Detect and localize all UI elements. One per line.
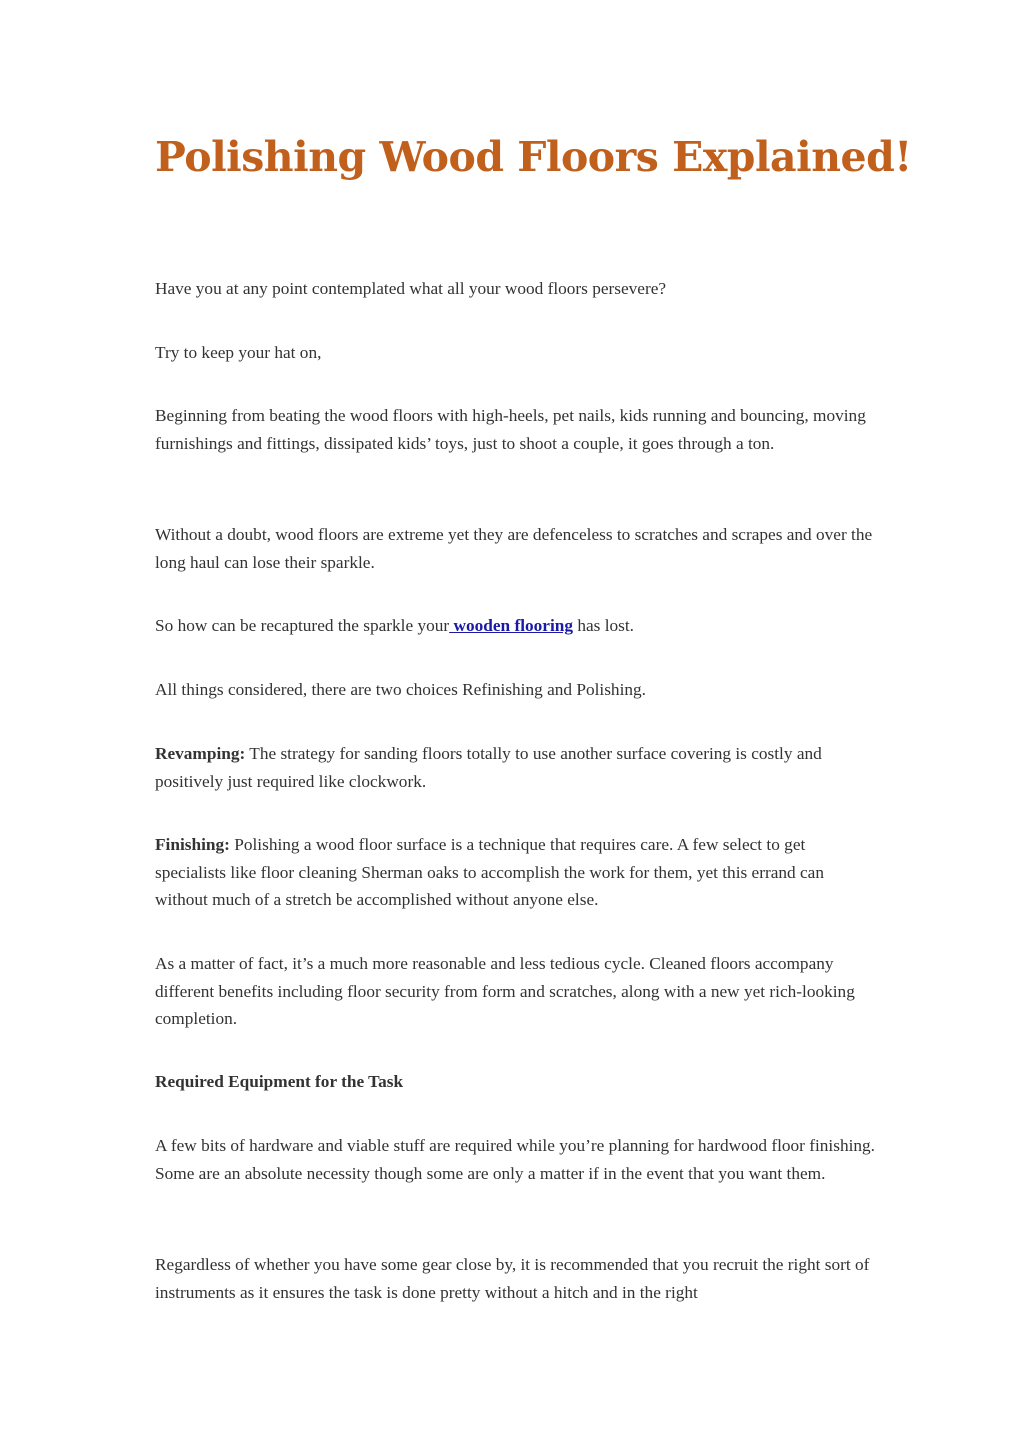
paragraph-revamping	[155, 740, 880, 795]
paragraph-finishing	[155, 831, 880, 914]
paragraph-recapture	[155, 612, 880, 640]
revamping-text: The strategy for sanding floors totally to use another surface covering is costly and positively just required like clockwork.	[155, 744, 822, 791]
paragraph-recapture-end: has lost.	[573, 616, 634, 635]
finishing-label: Finishing:	[155, 835, 230, 854]
paragraph-recapture-text: So how can be recaptured the sparkle your	[155, 616, 450, 635]
paragraph-beginning: Beginning from beating the wood floors with high-heels, pet nails, kids running and bouncing, moving furnishings and fittings, dissipated kids’ toys, just to shoot a couple, it goes through a ton.	[155, 406, 866, 453]
section-heading-equipment: Required Equipment for the Task	[155, 1072, 404, 1091]
paragraph-doubt: Without a doubt, wood floors are extreme yet they are defenceless to scratches and scrapes and over the long haul can lose their sparkle.	[155, 525, 873, 572]
paragraph-hardware: A few bits of hardware and viable stuff are required while you’re planning for hardwood floor finishing. Some are an absolute necessity though some are only a matter if in the event that you want them.	[155, 1136, 875, 1183]
paragraph-gear: Regardless of whether you have some gear close by, it is recommended that you recruit the right sort of instruments as it ensures the task is done pretty without a hitch and in the right	[155, 1255, 870, 1302]
page-title: Polishing Wood Floors Explained!	[155, 133, 912, 181]
finishing-text: Polishing a wood floor surface is a technique that requires care. A few select to get specialists like floor cleaning Sherman oaks to accomplish the work for them, yet this errand can without much of a stretch be accomplished without anyone else.	[155, 835, 824, 909]
wooden-flooring-link[interactable]: wooden flooring	[449, 616, 574, 635]
paragraph-intro: Have you at any point contemplated what all your wood floors persevere?	[155, 279, 667, 298]
revamping-label: Revamping:	[155, 744, 246, 763]
paragraph-matter-of-fact: As a matter of fact, it’s a much more reasonable and less tedious cycle. Cleaned floors accompany different benefits including floor security from form and scratches, along with a new yet rich-looking completion.	[155, 954, 855, 1028]
paragraph-hat: Try to keep your hat on,	[155, 343, 322, 362]
paragraph-choices: All things considered, there are two choices Refinishing and Polishing.	[155, 680, 646, 699]
